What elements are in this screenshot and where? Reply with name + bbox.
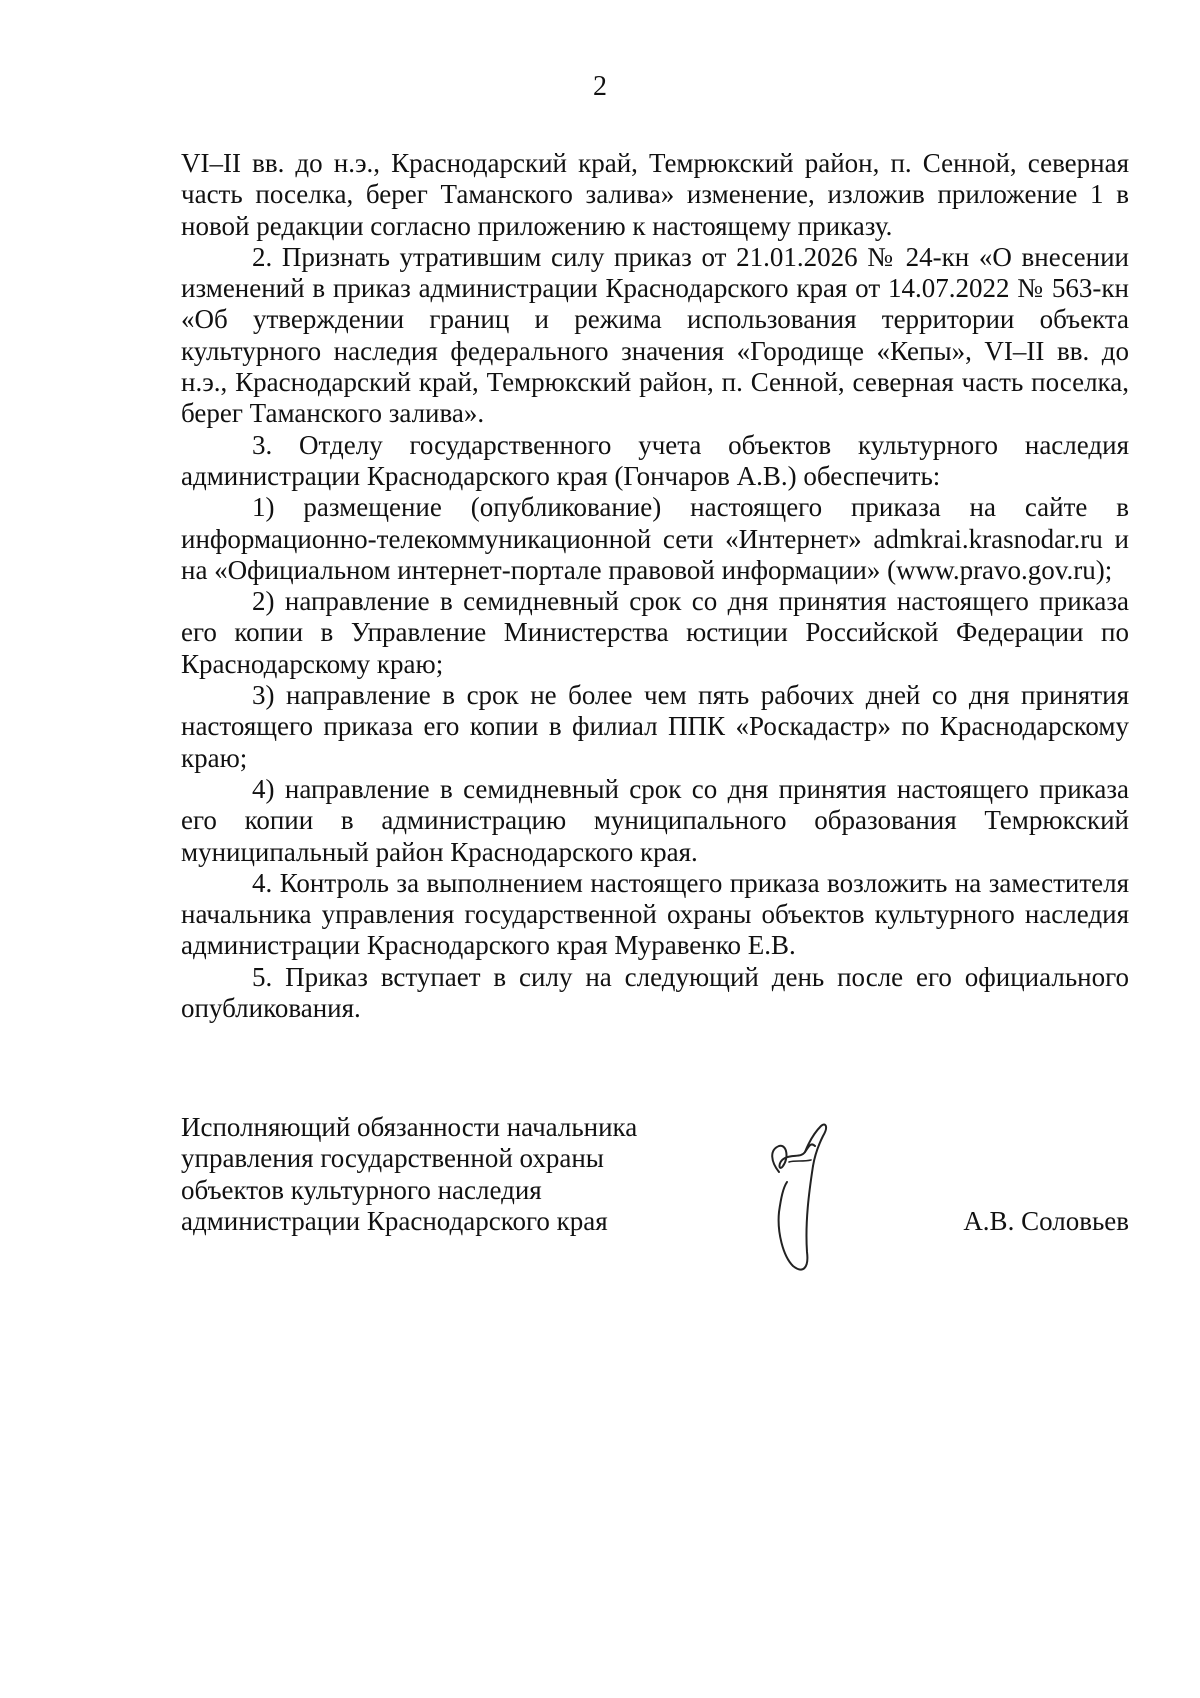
paragraph-subitem-4: 4) направление в семидневный срок со дня принятия настоящего приказа его копии в администрацию муниципального образования Темрюкский муниципальный район Краснодарского края. <box>181 773 1129 867</box>
paragraph-subitem-1: 1) размещение (опубликование) настоящего приказа на сайте в информационно-телекоммуникационной сети «Интернет» admkrai.krasnodar.ru и на «Официальном интернет-портале правовой информации» (www.pravo.gov.ru); <box>181 492 1129 585</box>
paragraph-item-3: 3. Отделу государственного учета объектов культурного наследия администрации Краснодарского края (Гончаров А.В.) обеспечить: <box>181 429 1129 491</box>
document-body <box>181 148 1129 1024</box>
paragraph-subitem-2: 2) направление в семидневный срок со дня принятия настоящего приказа его копии в Управление Министерства юстиции Российской Федерации по Краснодарскому краю; <box>181 586 1129 679</box>
paragraph-item-5: 5. Приказ вступает в силу на следующий день после его официального опубликования. <box>181 961 1129 1024</box>
paragraph-item-2: 2. Признать утратившим силу приказ от 21.01.2026 № 24-кн «О внесении изменений в приказ администрации Краснодарского края от 14.07.2022 № 563-кн «Об утверждении границ и режима использования территории объекта культурного наследия федерального значения «Городище «Кепы», VI–II вв. до н.э., Краснодарский край, Темрюкский район, п. Сенной, северная часть поселка, берег Таманского залива». <box>181 241 1129 429</box>
handwritten-signature <box>749 1102 849 1292</box>
paragraph-continuation: VI–II вв. до н.э., Краснодарский край, Темрюкский район, п. Сенной, северная часть поселка, берег Таманского залива» изменение, изложив приложение 1 в новой редакции согласно приложению к настоящему приказу. <box>181 148 1129 241</box>
signatory-title-line: объектов культурного наследия <box>181 1174 542 1205</box>
signatory-title-line: Исполняющий обязанности начальника <box>181 1112 638 1142</box>
page-number: 2 <box>593 71 607 102</box>
signatory-title-line: управления государственной охраны <box>181 1143 604 1174</box>
signatory-name: А.В. Соловьев <box>963 1206 1129 1236</box>
signature-block <box>181 1112 1129 1237</box>
paragraph-subitem-3: 3) направление в срок не более чем пять рабочих дней со дня принятия настоящего приказа его копии в филиал ППК «Роскадастр» по Краснодарскому краю; <box>181 680 1129 773</box>
paragraph-item-4: 4. Контроль за выполнением настоящего приказа возложить на заместителя начальника управления государственной охраны объектов культурного наследия администрации Краснодарского края Муравенко Е.В. <box>181 867 1129 961</box>
signatory-title <box>181 1112 701 1237</box>
signatory-title-line: администрации Краснодарского края <box>181 1205 608 1236</box>
